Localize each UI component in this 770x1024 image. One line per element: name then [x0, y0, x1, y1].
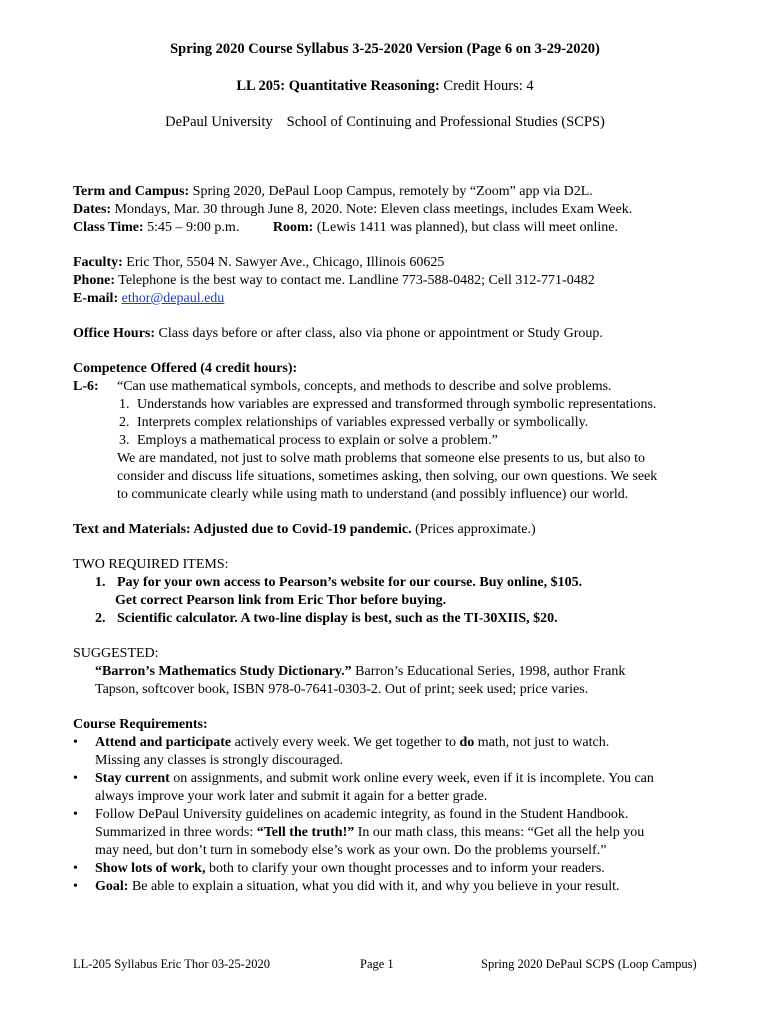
course-title: LL 205: Quantitative Reasoning:	[236, 78, 440, 94]
competence-item-number: 3.	[119, 433, 130, 448]
required-item-text: Scientific calculator. A two-line display is best, such as the TI-30XIIS, $20.	[117, 611, 558, 626]
requirement-bullet	[73, 860, 713, 878]
phone-value: Telephone is the best way to contact me. Landline 773-588-0482; Cell 312-771-0482	[118, 273, 595, 288]
competence-intro: “Can use mathematical symbols, concepts, and methods to describe and solve problems.	[117, 379, 612, 394]
competence-code: L-6:	[73, 379, 99, 394]
suggested-heading: SUGGESTED:	[73, 646, 159, 661]
requirement-emphasis: do	[459, 735, 475, 750]
competence-paragraph-line: We are mandated, not just to solve math problems that someone else presents to us, but also to	[117, 451, 646, 466]
suggested-item	[73, 663, 713, 681]
competence-item-text: Understands how variables are expressed and transformed through symbolic representations.	[137, 397, 657, 412]
required-item-number: 2.	[95, 611, 106, 626]
institution-line	[0, 113, 770, 131]
requirement-text: Summarized in three words:	[95, 825, 254, 840]
term-value: Spring 2020, DePaul Loop Campus, remotely by “Zoom” app via D2L.	[192, 184, 593, 199]
requirement-bullet	[73, 770, 713, 806]
requirement-bullet	[73, 734, 713, 770]
footer-right: Spring 2020 DePaul SCPS (Loop Campus)	[481, 957, 697, 971]
suggested-item-continued: Tapson, softcover book, ISBN 978-0-7641-0303-2. Out of print; seek used; price varies.	[95, 682, 589, 697]
email-link[interactable]: ethor@depaul.edu	[121, 291, 225, 306]
faculty-line	[73, 254, 713, 272]
required-item	[73, 574, 713, 592]
requirement-emphasis: Stay current	[95, 771, 170, 786]
office-hours-value: Class days before or after class, also via phone or appointment or Study Group.	[158, 326, 603, 341]
requirement-emphasis: “Tell the truth!”	[256, 825, 355, 840]
competence-item-text: Employs a mathematical process to explain or solve a problem.”	[137, 433, 498, 448]
requirement-emphasis: Attend and participate	[95, 735, 232, 750]
required-item	[73, 610, 713, 628]
competence-paragraph-line: consider and discuss life situations, sometimes asking, then solving, our own questions. We seek	[117, 469, 658, 484]
faculty-value: Eric Thor, 5504 N. Sawyer Ave., Chicago, Illinois 60625	[126, 255, 445, 270]
document-title: Spring 2020 Course Syllabus 3-25-2020 Version (Page 6 on 3-29-2020)	[170, 41, 600, 57]
requirement-text: Missing any classes is strongly discouraged.	[95, 753, 344, 768]
bullet-icon: •	[73, 879, 78, 894]
requirement-bullet	[73, 878, 713, 896]
email-line	[73, 290, 713, 308]
dates-label: Dates:	[73, 202, 112, 217]
course-title-line	[0, 77, 770, 95]
class-time-line	[73, 219, 713, 237]
requirements-heading: Course Requirements:	[73, 717, 208, 732]
university-name: DePaul University	[165, 114, 273, 130]
footer-left: LL-205 Syllabus Eric Thor 03-25-2020	[73, 957, 270, 971]
room-label: Room:	[272, 220, 314, 235]
bullet-icon: •	[73, 771, 78, 786]
requirement-emphasis: Goal:	[95, 879, 129, 894]
term-line	[73, 183, 713, 201]
required-item-text: Pay for your own access to Pearson’s website for our course. Buy online, $105.	[117, 575, 583, 590]
bullet-icon: •	[73, 807, 78, 822]
credit-hours: Credit Hours: 4	[443, 78, 534, 94]
competence-item	[73, 432, 713, 450]
requirement-text: may need, but don’t turn in somebody else’s work as your own. Do the problems yourself.”	[95, 843, 607, 858]
competence-paragraph-line: to communicate clearly while using math to understand (and possibly influence) our world.	[117, 487, 629, 502]
materials-line	[73, 521, 713, 539]
requirement-text: both to clarify your own thought processes and to inform your readers.	[208, 861, 605, 876]
requirement-text: math, not just to watch.	[477, 735, 610, 750]
page-number: Page 1	[360, 957, 394, 971]
email-label: E-mail:	[73, 291, 119, 306]
competence-item-number: 1.	[119, 397, 130, 412]
bullet-icon: •	[73, 861, 78, 876]
requirement-text: Follow DePaul University guidelines on academic integrity, as found in the Student Handbook.	[95, 807, 629, 822]
required-item-continued: Get correct Pearson link from Eric Thor before buying.	[115, 593, 447, 608]
room-value: (Lewis 1411 was planned), but class will meet online.	[316, 220, 618, 235]
phone-line	[73, 272, 713, 290]
bullet-icon: •	[73, 735, 78, 750]
materials-note: (Prices approximate.)	[415, 522, 536, 537]
competence-item-number: 2.	[119, 415, 130, 430]
competence-item	[73, 396, 713, 414]
term-label: Term and Campus:	[73, 184, 190, 199]
competence-heading: Competence Offered (4 credit hours):	[73, 361, 298, 376]
competence-item-text: Interprets complex relationships of variables expressed verbally or symbolically.	[137, 415, 589, 430]
dates-line	[73, 201, 713, 219]
required-heading: TWO REQUIRED ITEMS:	[73, 557, 229, 572]
class-time-label: Class Time:	[73, 220, 144, 235]
requirement-bullet	[73, 806, 713, 860]
requirement-text: on assignments, and submit work online every week, even if it is incomplete. You can	[173, 771, 654, 786]
phone-label: Phone:	[73, 273, 115, 288]
requirement-text: always improve your work later and submit it again for a better grade.	[95, 789, 488, 804]
competence-intro-line	[73, 378, 713, 396]
competence-item	[73, 414, 713, 432]
office-hours-label: Office Hours:	[73, 326, 156, 341]
materials-label: Text and Materials: Adjusted due to Covid-19 pandemic.	[73, 522, 412, 537]
required-item-number: 1.	[95, 575, 106, 590]
office-hours-line	[73, 325, 713, 343]
faculty-label: Faculty:	[73, 255, 123, 270]
suggested-details: Barron’s Educational Series, 1998, author Frank	[355, 664, 626, 679]
school-name: School of Continuing and Professional Studies (SCPS)	[286, 114, 605, 130]
requirement-text: In our math class, this means: “Get all the help you	[357, 825, 645, 840]
suggested-title: “Barron’s Mathematics Study Dictionary.”	[95, 664, 352, 679]
requirement-text: Be able to explain a situation, what you did with it, and why you believe in your result.	[131, 879, 620, 894]
requirement-text: actively every week. We get together to	[234, 735, 456, 750]
dates-value: Mondays, Mar. 30 through June 8, 2020. Note: Eleven class meetings, includes Exam Week.	[114, 202, 633, 217]
syllabus-body	[73, 183, 713, 896]
class-time-value: 5:45 – 9:00 p.m.	[147, 220, 240, 235]
requirement-emphasis: Show lots of work,	[95, 861, 206, 876]
